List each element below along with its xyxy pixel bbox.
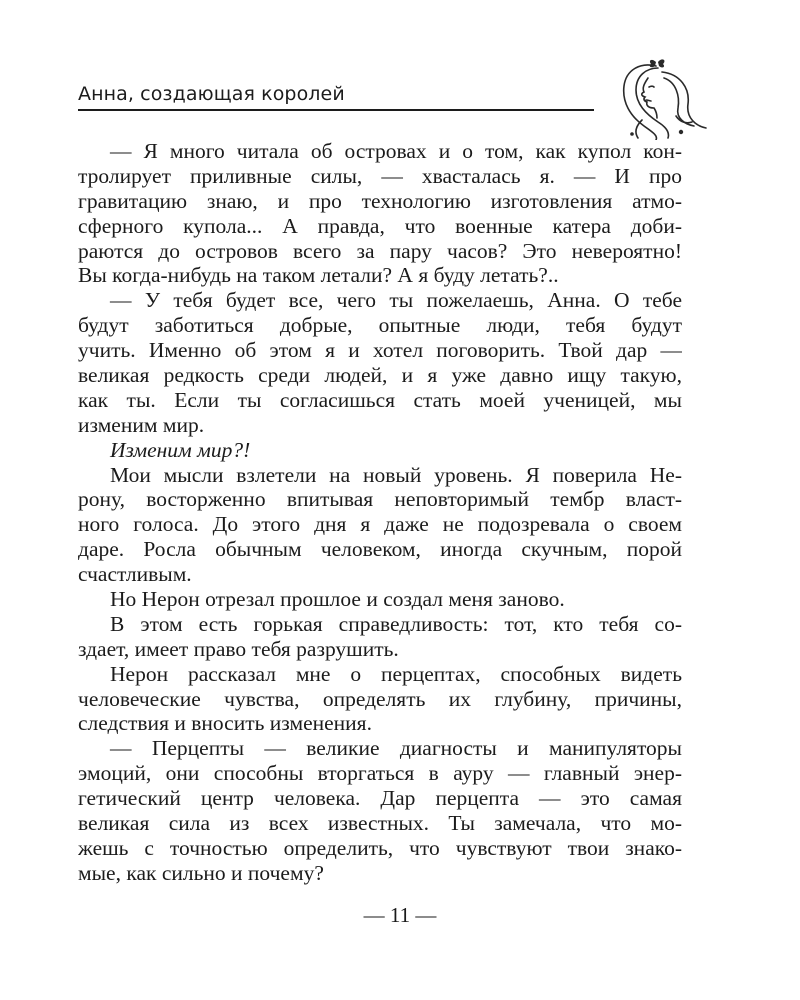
running-title: Анна, создающая королей	[78, 83, 345, 105]
text-line: В этом есть горькая справедливость: тот, кто тебя со-	[110, 611, 682, 636]
text-line: великая редкость среди людей, и я уже давно ищу такую,	[78, 363, 682, 388]
text-line: — Я много читала об островах и о том, как купол кон-	[110, 139, 682, 163]
text-line: даре. Росла обычным человеком, иногда скучным, порой	[78, 537, 682, 562]
text-line: сферного купола... А правда, что военные катера доби-	[78, 213, 682, 238]
text-line: великая сила из всех известных. Ты замечала, что мо-	[78, 811, 682, 836]
text-line: как ты. Если ты согласишься стать моей ученицей, мы	[78, 387, 682, 412]
text-line: жешь с точностью определить, что чувствуют твои знако-	[78, 835, 682, 860]
header-rule	[78, 109, 594, 111]
text-line: Мои мысли взлетели на новый уровень. Я поверила Не-	[110, 462, 682, 487]
text-line: — У тебя будет все, чего ты пожелаешь, Анна. О тебе	[110, 288, 682, 313]
text-line: тролирует приливные силы, — хвасталась я. — И про	[78, 163, 682, 188]
text-line: счастливым.	[78, 562, 192, 587]
page-number: — 11 —	[363, 903, 437, 927]
text-line-italic: Изменим мир?!	[110, 437, 251, 462]
text-line: Вы когда-нибудь на таком летали? А я буду летать?..	[78, 263, 559, 288]
text-line: изменим мир.	[78, 412, 205, 437]
text-line: учить. Именно об этом я и хотел поговорить. Твой дар —	[78, 338, 682, 363]
text-line: человеческие чувства, определять их глубину, причины,	[78, 686, 682, 711]
body-text	[78, 139, 682, 886]
text-line: следствия и вносить изменения.	[78, 711, 372, 736]
text-line: будут заботиться добрые, опытные люди, тебя будут	[78, 313, 682, 338]
text-line: мые, как сильно и почему?	[78, 860, 324, 885]
woman-profile-icon	[606, 56, 710, 140]
text-line: раются до островов всего за пару часов? Это невероятно!	[78, 238, 682, 263]
text-line: здает, имеет право тебя разрушить.	[78, 636, 399, 661]
text-line: гравитацию знаю, и про технологию изготовления атмо-	[78, 188, 682, 213]
text-line: рону, восторженно впитывая неповторимый тембр власт-	[78, 487, 682, 512]
text-line: Нерон рассказал мне о перцептах, способных видеть	[110, 661, 682, 686]
text-line: эмоций, они способны вторгаться в ауру — главный энер-	[78, 761, 682, 786]
text-line: гетический центр человека. Дар перцепта — это самая	[78, 786, 682, 811]
text-line: ного голоса. До этого дня я даже не подозревала о своем	[78, 512, 682, 537]
text-line: Но Нерон отрезал прошлое и создал меня заново.	[110, 587, 565, 612]
text-line: — Перцепты — великие диагносты и манипуляторы	[110, 736, 682, 761]
